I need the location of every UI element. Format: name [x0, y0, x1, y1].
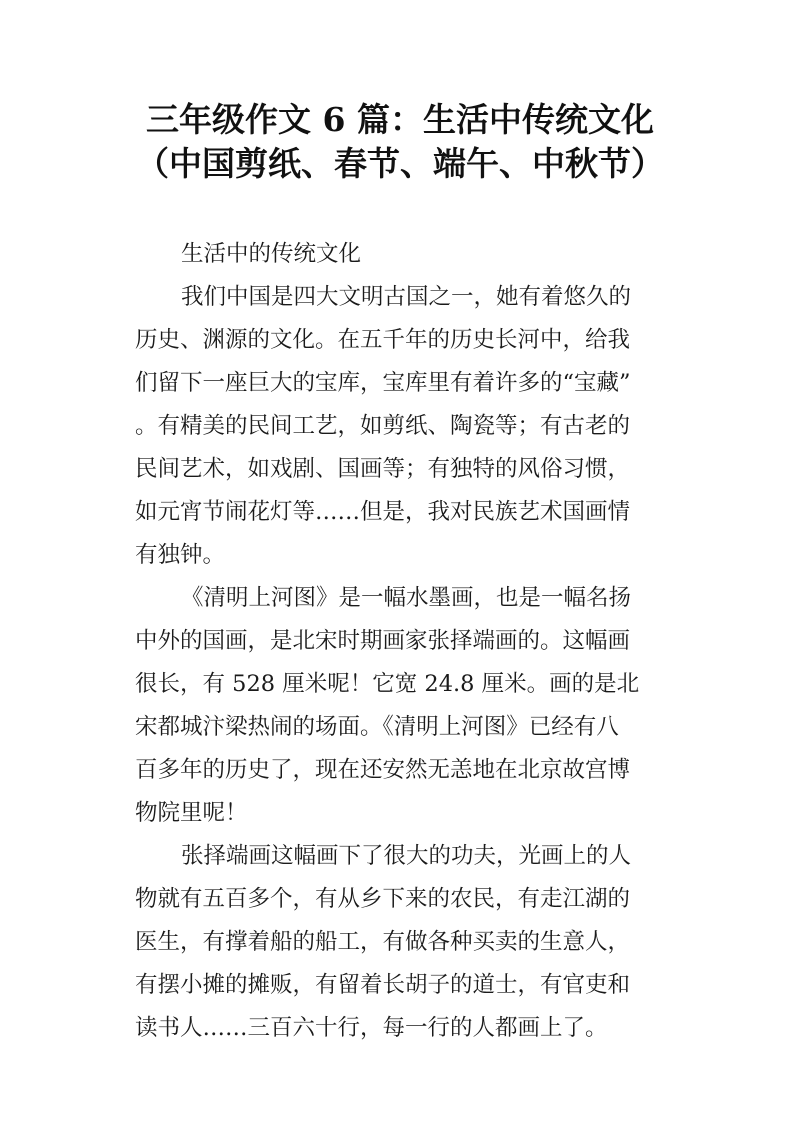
paragraph-1-line: 如元宵节闹花灯等……但是，我对民族艺术国画情	[135, 499, 631, 525]
document-title-line-2: （中国剪纸、春节、端午、中秋节）	[136, 144, 664, 183]
paragraph-2-line: 百多年的历史了，现在还安然无恙地在北京故宫博	[135, 757, 631, 783]
paragraph-2-line: 物院里呢！	[135, 800, 248, 826]
paragraph-2-line: 很长，有 528 厘米呢！它宽 24.8 厘米。画的是北	[135, 671, 640, 697]
paragraph-1-line: 历史、渊源的文化。在五千年的历史长河中，给我	[135, 327, 631, 353]
section-subtitle: 生活中的传统文化	[181, 241, 362, 267]
paragraph-3-line: 有摆小摊的摊贩，有留着长胡子的道士，有官吏和	[135, 972, 631, 998]
document-body	[135, 233, 675, 1050]
paragraph-2-line: 《清明上河图》是一幅水墨画，也是一幅名扬	[181, 585, 632, 611]
document-title-line-1: 三年级作文 6 篇：生活中传统文化	[146, 100, 654, 139]
paragraph-2-line: 中外的国画，是北宋时期画家张择端画的。这幅画	[135, 628, 631, 654]
paragraph-1-line: 民间艺术，如戏剧、国画等；有独特的风俗习惯，	[135, 456, 631, 482]
paragraph-3-line: 物就有五百多个，有从乡下来的农民，有走江湖的	[135, 886, 631, 912]
paragraph-3-line: 读书人……三百六十行，每一行的人都画上了。	[135, 1015, 608, 1041]
paragraph-1-line: 。有精美的民间工艺，如剪纸、陶瓷等；有古老的	[135, 413, 631, 439]
paragraph-1-line: 们留下一座巨大的宝库，宝库里有着许多的“宝藏”	[135, 370, 631, 396]
paragraph-3-line: 张择端画这幅画下了很大的功夫，光画上的人	[181, 843, 632, 869]
paragraph-3-line: 医生，有撑着船的船工，有做各种买卖的生意人，	[135, 929, 631, 955]
paragraph-1-line: 有独钟。	[135, 542, 226, 568]
paragraph-2-line: 宋都城汴梁热闹的场面。《清明上河图》已经有八	[135, 714, 619, 740]
paragraph-1-line: 我们中国是四大文明古国之一，她有着悠久的	[181, 284, 632, 310]
